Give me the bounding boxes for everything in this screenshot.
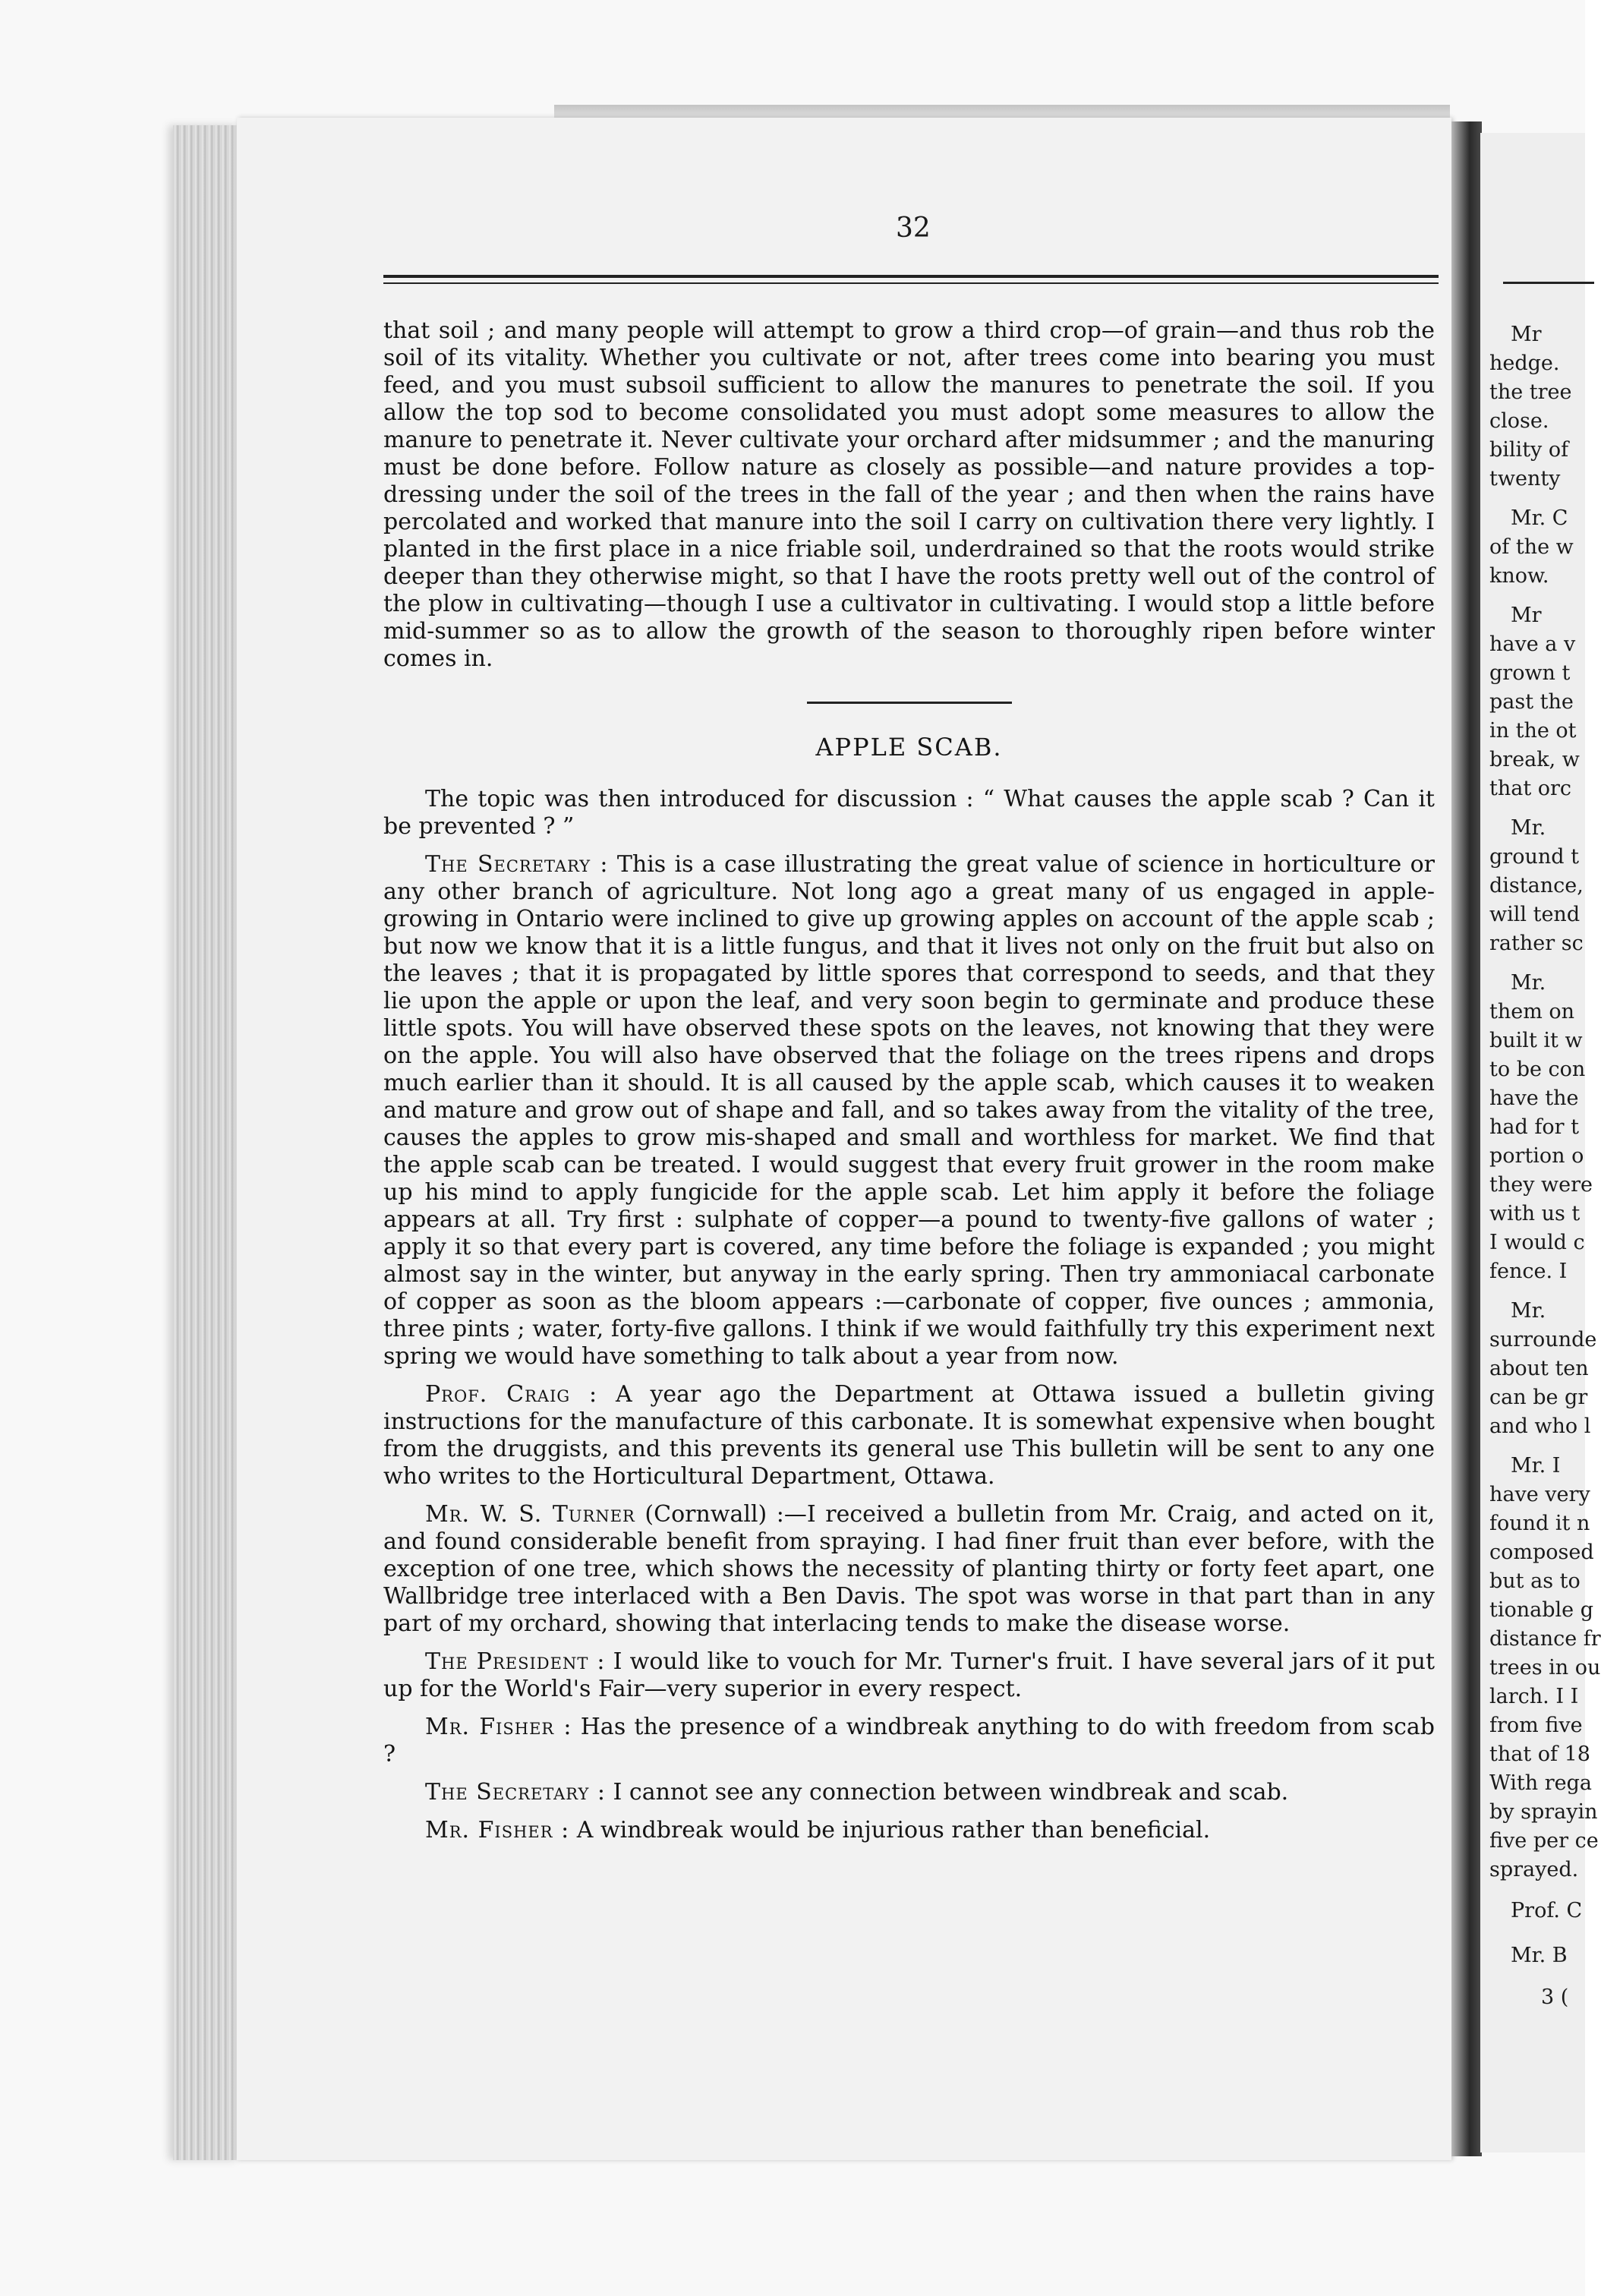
section-divider: [807, 702, 1012, 704]
paragraph-president: [383, 1648, 1435, 1703]
next-page-line: composed: [1489, 1541, 1594, 1564]
next-page-line: sprayed.: [1489, 1858, 1579, 1881]
speech-text: (Cornwall) :—I received a bulletin from Mr. Craig, and acted on it, and found considerable benefit from spraying. I had finer fruit than ever before, with the exception of one tree, which shows the necessity of planting thirty or forty feet apart, one Wallbridge tree interlaced with a Ben Davis. The spot was worse in that part than in any part of my orchard, showing that interlacing tends to make the disease worse.: [383, 1501, 1436, 1637]
paragraph-turner: [383, 1501, 1435, 1638]
paragraph-soil: that soil ; and many people will attempt to grow a third crop—of grain—and thus rob the soil of its vitality. Whether you cultivate or not, after trees come into bearing you must feed, and you must subsoil sufficient to allow the manures to penetrate the soil. If you allow the top sod to become consolidated you must adopt some measures to allow the manure to penetrate it. Never cultivate your orchard after midsummer ; and the manuring must be done before. Follow nature as closely as possible—and nature provides a top-dressing under the soil of the trees in the fall of the year ; and then when the rains have percolated and worked that manure into the soil I carry on cultivation there very lightly. I planted in the first place in a nice friable soil, underdrained so that the roots would strike deeper than they otherwise might, so that I have the roots pretty well out of the control of the plow in cultivating—though I use a cultivator in cultivating. I would stop a little before mid-summer so as to allow the growth of the season to thoroughly ripen before winter comes in.: [383, 317, 1435, 672]
section-title: APPLE SCAB.: [815, 733, 1003, 762]
next-page-line: that of 18: [1489, 1742, 1590, 1766]
paragraph-secretary: [383, 851, 1435, 1370]
speaker-name: Prof. Craig :: [425, 1381, 598, 1408]
next-page-line: five per ce: [1489, 1829, 1599, 1853]
next-page-line: them on: [1489, 1000, 1575, 1023]
next-page-line: break, w: [1489, 748, 1580, 771]
next-page-line: Mr.: [1511, 816, 1546, 840]
page-number: 32: [896, 213, 931, 244]
speech-text: I cannot see any connection between windbreak and scab.: [613, 1779, 1289, 1806]
next-page-line: Mr.: [1511, 971, 1546, 995]
speaker-name: The Secretary :: [425, 1779, 606, 1806]
paragraph-craig: [383, 1381, 1435, 1490]
speech-text: I would like to vouch for Mr. Turner's fruit. I have several jars of it put up for the World's Fair—very superior in every respect.: [383, 1648, 1436, 1702]
book-page-edges: [173, 125, 241, 2160]
next-page-line: rather sc: [1489, 932, 1584, 955]
next-page-line: Mr. B: [1511, 1944, 1568, 1967]
next-page-line: had for t: [1489, 1115, 1579, 1139]
next-page-line: Mr. I: [1511, 1454, 1561, 1478]
next-page-line: tionable g: [1489, 1598, 1593, 1622]
speech-text: Has the presence of a windbreak anything to do with freedom from scab ?: [383, 1714, 1435, 1768]
next-page-line: of the w: [1489, 535, 1574, 559]
next-page-line: in the ot: [1489, 719, 1577, 743]
next-page-line: fence. I: [1489, 1260, 1568, 1283]
next-page-line: built it w: [1489, 1029, 1583, 1052]
paragraph-fisher-reply: [383, 1817, 1435, 1844]
next-page-line: to be con: [1489, 1058, 1586, 1081]
next-page-line: Prof. C: [1511, 1899, 1583, 1922]
speaker-name: Mr. Fisher :: [425, 1817, 570, 1843]
speaker-name: Mr. Fisher :: [425, 1714, 572, 1740]
next-page-line: can be gr: [1489, 1386, 1588, 1409]
next-page-line: but as to: [1489, 1569, 1581, 1593]
page-body: [383, 317, 1435, 1844]
next-page-line: Mr. C: [1511, 506, 1568, 530]
next-page-line: larch. I I: [1489, 1685, 1579, 1708]
next-page-line: and who l: [1489, 1414, 1591, 1438]
next-page-line: from five: [1489, 1714, 1583, 1737]
speech-text: A year ago the Department at Ottawa issued a bulletin giving instructions for the manufacture of this carbonate. It is somewhat expensive when bought from the druggists, and this prevents its general use This bulletin will be sent to any one who writes to the Horticultural Department, Ottawa.: [383, 1381, 1435, 1490]
next-page-line: bility of: [1489, 438, 1569, 462]
next-page-line: ground t: [1489, 845, 1579, 869]
next-page-line: Mr: [1511, 604, 1542, 627]
header-rule: [383, 275, 1439, 278]
next-page-line: will tend: [1489, 903, 1581, 926]
next-page-line: hedge.: [1489, 352, 1560, 375]
next-page-line: twenty: [1489, 467, 1561, 490]
next-page-line: past the: [1489, 690, 1574, 714]
next-page-line: have very: [1489, 1483, 1590, 1506]
next-page-line: distance fr: [1489, 1627, 1601, 1651]
speech-text: This is a case illustrating the great value of science in horticulture or any other branch of agriculture. Not long ago a great many of us engaged in apple-growing in Ontario were inclined to give up growing apples on account of the apple scab ; but now we know that it is a little fungus, and that it lives not only on the fruit but also on the leaves ; that it is propagated by little spores that correspond to seeds, and that they lie upon the apple or upon the leaf, and very soon begin to germinate and produce these little spots. You will have observed these spots on the leaves, not knowing that they were on the apple. You will also have observed that the foliage on the trees ripens and drops much earlier than it should. It is all caused by the apple scab, which causes it to weaken and mature and grow out of shape and fall, and so takes away from the vitality of the tree, causes the apples to grow mis-shaped and small and worthless for market. We find that the apple scab can be treated. I would suggest that every fruit grower in the room make up his mind to apply fungicide for the apple scab. Let him apply it before the foliage appears at all. Try first : sulphate of copper—a pound to twenty-five gallons of water ; apply it so that every part is covered, any time before the foliage is expanded ; you might almost say in the winter, but anyway in the early spring. Then try ammoniacal carbonate of copper as soon as the bloom appears :—carbonate of copper, five ounces ; ammonia, three pints ; water, forty-five gallons. I think if we would faithfully try this experiment next spring we would have something to talk about a year from now.: [383, 851, 1435, 1370]
next-page-line: by sprayin: [1489, 1800, 1598, 1824]
paragraph-fisher-question: [383, 1714, 1435, 1768]
next-page-line: about ten: [1489, 1357, 1589, 1380]
right-page-fragment: [1480, 133, 1601, 2152]
next-page-line: portion o: [1489, 1144, 1584, 1168]
next-page-line: 3 (: [1541, 1985, 1569, 2009]
next-page-line: Mr: [1511, 323, 1542, 346]
paragraph-topic: The topic was then introduced for discussion : “ What causes the apple scab ? Can it be prevented ? ”: [383, 786, 1435, 840]
next-page-line: I would c: [1489, 1231, 1585, 1254]
next-page-line: have a v: [1489, 632, 1576, 656]
next-page-line: know.: [1489, 564, 1549, 588]
next-page-line: close.: [1489, 409, 1549, 433]
next-page-line: grown t: [1489, 661, 1571, 685]
next-page-line: found it n: [1489, 1512, 1590, 1535]
speech-text: A windbreak would be injurious rather than beneficial.: [576, 1817, 1211, 1843]
book-gutter: [1451, 121, 1482, 2156]
next-page-line: surrounde: [1489, 1328, 1597, 1351]
speaker-name: The President :: [425, 1648, 606, 1675]
next-page-line: trees in ou: [1489, 1656, 1601, 1679]
header-rule-thin: [383, 282, 1439, 284]
right-page-rule: [1503, 282, 1594, 284]
speaker-name: Mr. W. S. Turner: [425, 1501, 635, 1528]
next-page-line: distance,: [1489, 874, 1584, 897]
next-page-line: with us t: [1489, 1202, 1581, 1225]
next-page-line: they were: [1489, 1173, 1593, 1197]
next-page-line: With rega: [1489, 1771, 1592, 1795]
paragraph-secretary-reply: [383, 1779, 1435, 1806]
speaker-name: The Secretary :: [425, 851, 609, 878]
next-page-line: the tree: [1489, 380, 1572, 404]
next-page-line: that orc: [1489, 777, 1572, 800]
next-page-line: Mr.: [1511, 1299, 1546, 1323]
next-page-line: have the: [1489, 1086, 1579, 1110]
